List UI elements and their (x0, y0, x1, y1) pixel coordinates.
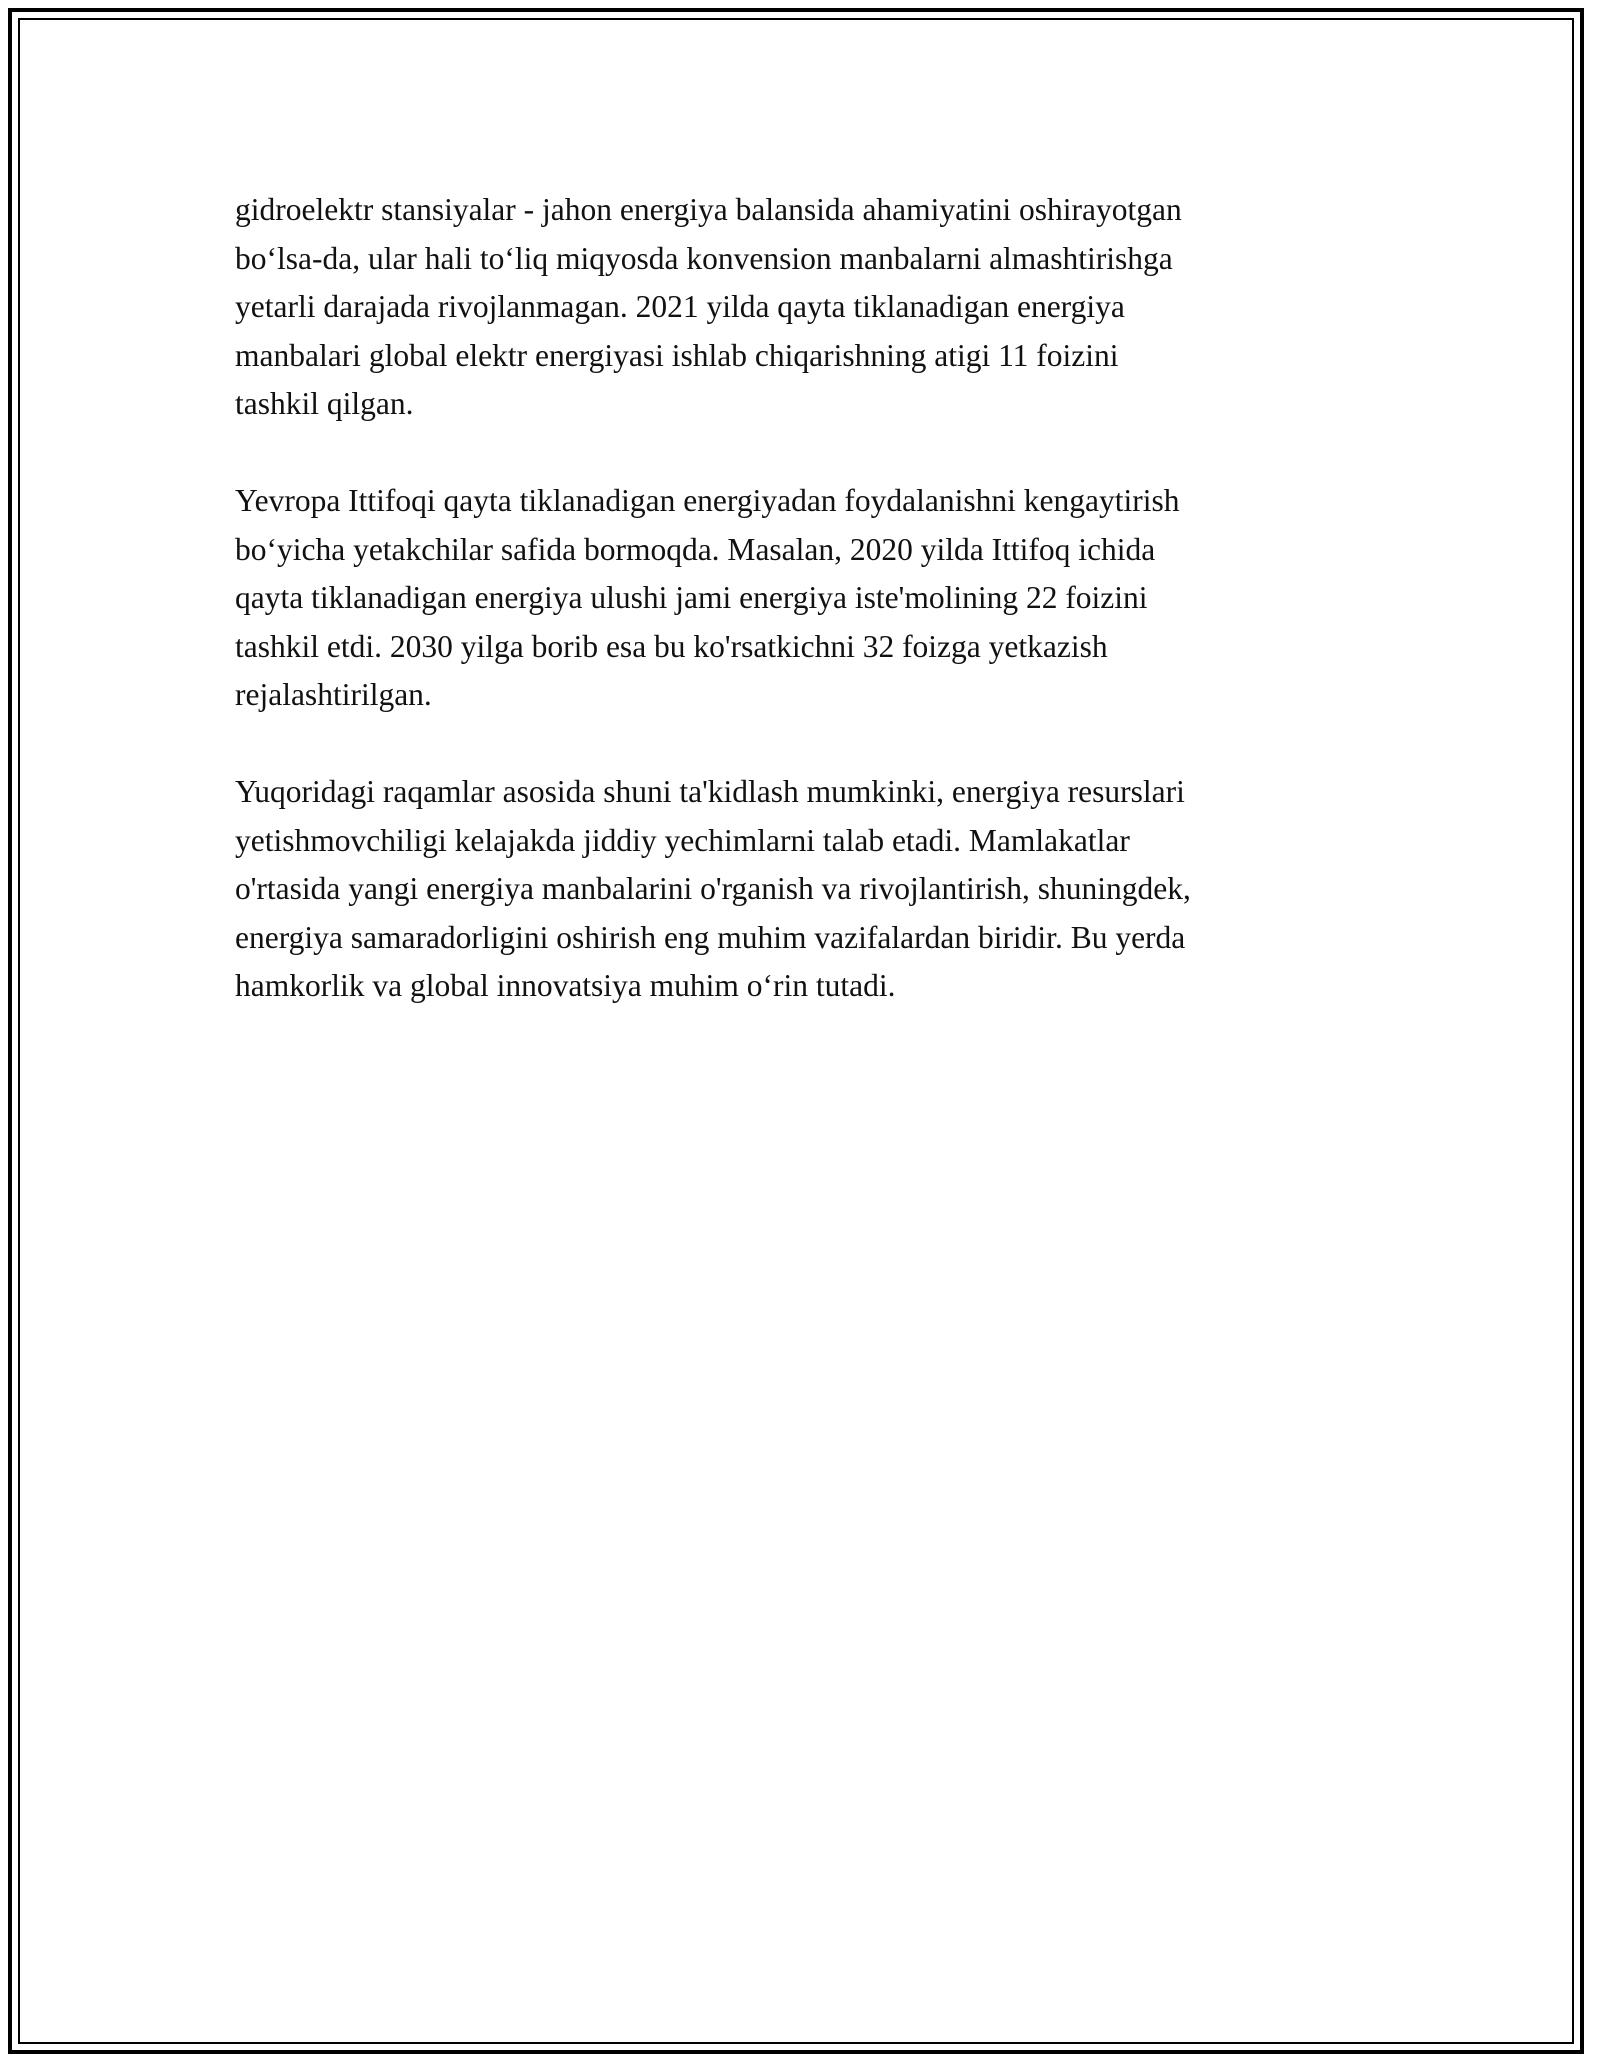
text-line: bo‘lsa-da, ular hali to‘liq miqyosda konvension manbalarni almashtirishga (235, 240, 1173, 276)
document-body (235, 186, 1370, 1059)
text-line: qayta tiklanadigan energiya ulushi jami energiya iste'molining 22 foizini (235, 580, 1148, 615)
paragraph-1 (235, 186, 1370, 429)
text-line: yetarli darajada rivojlanmagan. 2021 yilda qayta tiklanadigan energiya (235, 289, 1125, 324)
text-line: manbalari global elektr energiyasi ishlab chiqarishning atigi 11 foizini (235, 337, 1119, 373)
text-line: tashkil qilgan. (235, 386, 414, 421)
text-line: hamkorlik va global innovatsiya muhim o‘rin tutadi. (235, 968, 896, 1003)
text-line: Yuqoridagi raqamlar asosida shuni ta'kidlash mumkinki, energiya resurslari (235, 774, 1185, 809)
paragraph-3 (235, 768, 1370, 1011)
text-line: rejalashtirilgan. (235, 677, 432, 712)
paragraph-2 (235, 477, 1370, 720)
text-line: energiya samaradorligini oshirish eng muhim vazifalardan biridir. Bu yerda (235, 919, 1186, 955)
text-line: yetishmovchiligi kelajakda jiddiy yechimlarni talab etadi. Mamlakatlar (235, 822, 1130, 858)
text-line: gidroelektr stansiyalar - jahon energiya balansida ahamiyatini oshirayotgan (235, 192, 1182, 227)
text-line: tashkil etdi. 2030 yilga borib esa bu ko'rsatkichni 32 foizga yetkazish (235, 628, 1108, 664)
text-line: bo‘yicha yetakchilar safida bormoqda. Masalan, 2020 yilda Ittifoq ichida (235, 531, 1156, 567)
text-line: Yevropa Ittifoqi qayta tiklanadigan energiyadan foydalanishni kengaytirish (235, 483, 1180, 518)
text-line: o'rtasida yangi energiya manbalarini o'rganish va rivojlantirish, shuningdek, (235, 871, 1191, 906)
